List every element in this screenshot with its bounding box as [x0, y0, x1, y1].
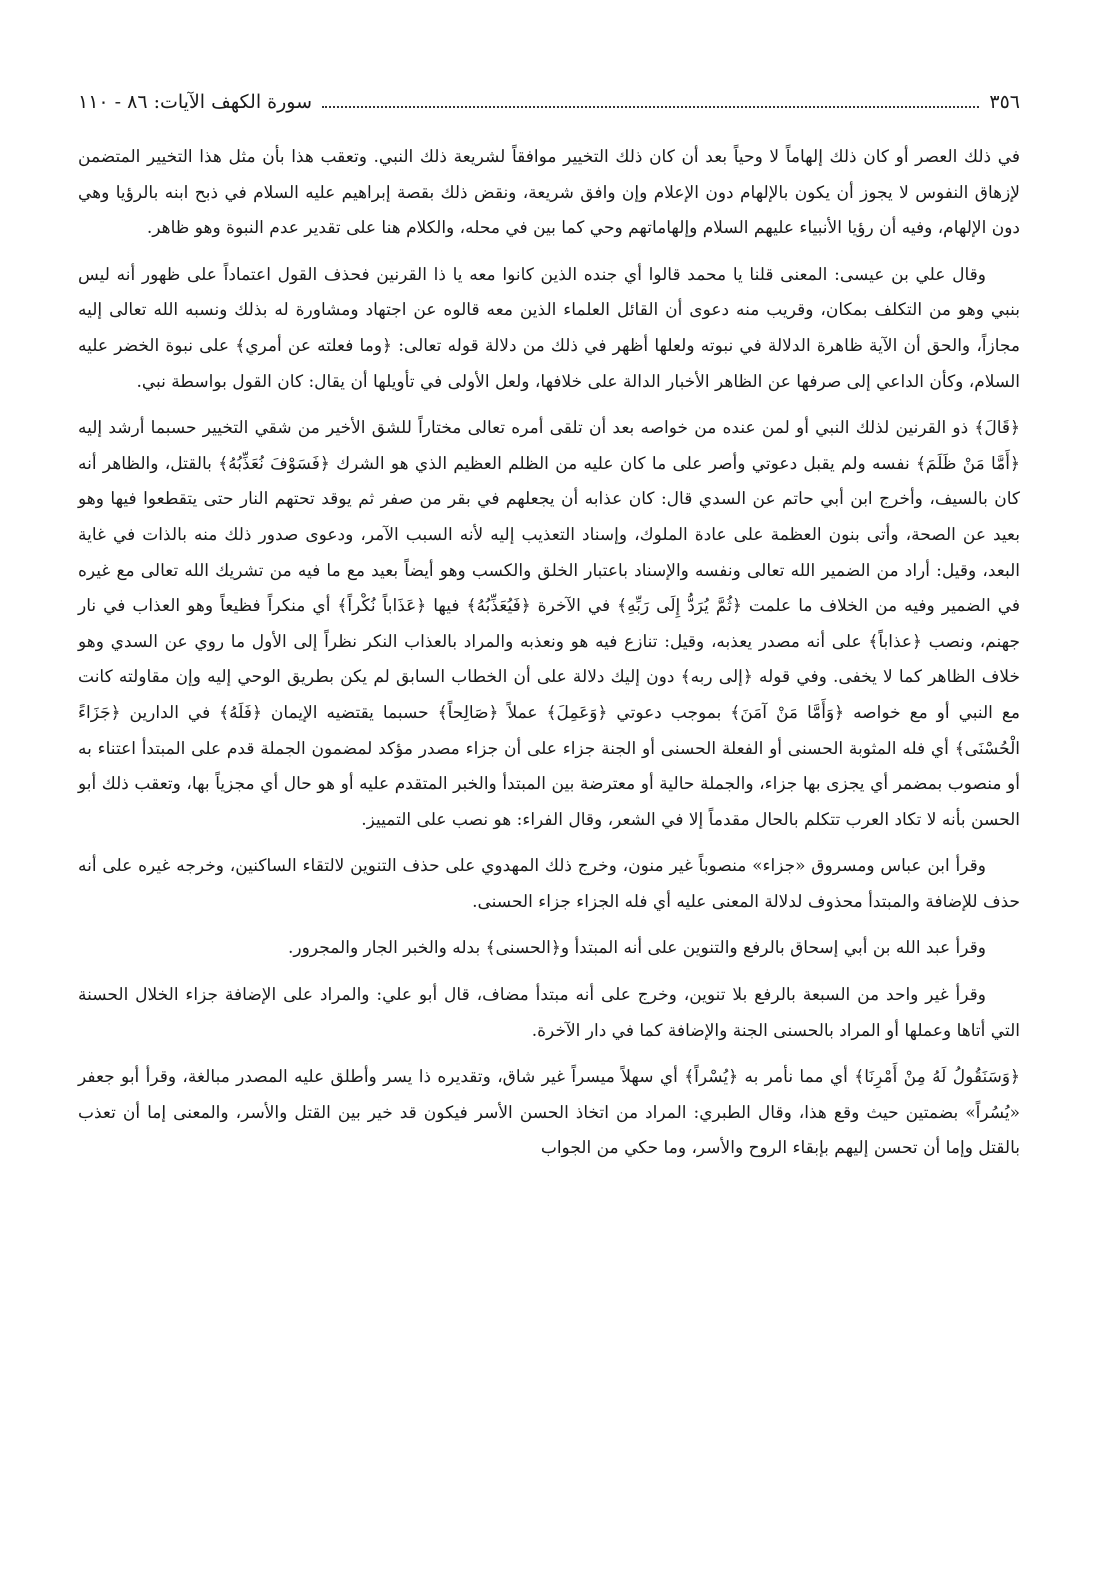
page-number: ٣٥٦ — [989, 91, 1020, 113]
running-title: سورة الكهف الآيات: ٨٦ - ١١٠ — [78, 91, 312, 113]
paragraph-7: ﴿وَسَنَقُولُ لَهُ مِنْ أَمْرِنَا﴾ أي مما نأمر به ﴿يُسْراً﴾ أي سهلاً ميسراً غير شاق، وتقديره ذا يسر وأطلق عليه المصدر مبالغة، وقرأ أبو جعفر «يُسُراً» بضمتين حيث وقع هذا، وقال الطبري: المراد من اتخاذ الحسن الأسر فيكون قد خير بين القتل والأسر، والمعنى إما أن تعذب بالقتل وإما أن تحسن إليهم بإبقاء الروح والأسر، وما حكي من الجواب — [78, 1067, 1020, 1159]
paragraph-3: ﴿قَالَ﴾ ذو القرنين لذلك النبي أو لمن عنده من خواصه بعد أن تلقى أمره تعالى مختاراً للشق الأخير من شقي التخيير حسبما أرشد إليه ﴿أَمَّا مَنْ ظَلَمَ﴾ نفسه ولم يقبل دعوتي وأصر على ما كان عليه من الظلم العظيم الذي هو الشرك ﴿فَسَوْفَ نُعَذِّبُهُ﴾ بالقتل، والظاهر أنه كان بالسيف، وأخرج ابن أبي حاتم عن السدي قال: كان عذابه أن يجعلهم في بقر من صفر ثم يوقد تحتهم النار حتى يتقطعوا فيها وهو بعيد عن الصحة، وأتى بنون العظمة على عادة الملوك، وإسناد التعذيب إليه لأنه السبب الآمر، ودعوى صدور ذلك منه بالذات في غاية البعد، وقيل: أراد من الضمير الله تعالى ونفسه والإسناد باعتبار الخلق والكسب وهو أيضاً بعيد مع ما فيه من تشريك الله تعالى مع غيره في الضمير وفيه من الخلاف ما علمت ﴿ثُمَّ يُرَدُّ إِلَى رَبِّهِ﴾ في الآخرة ﴿فَيُعَذِّبُهُ﴾ فيها ﴿عَذَاباً نُكْراً﴾ أي منكراً فظيعاً وهو العذاب في نار جهنم، ونصب ﴿عذاباً﴾ على أنه مصدر يعذبه، وقيل: تنازع فيه هو ونعذبه والمراد بالعذاب النكر نظراً إلى الأول ما روي عن السدي وهو خلاف الظاهر كما لا يخفى. وفي قوله ﴿إلى ربه﴾ دون إليك دلالة على أن الخطاب السابق لم يكن بطريق الوحي إليه وإن مقاولته كانت مع النبي أو مع خواصه ﴿وَأَمَّا مَنْ آمَنَ﴾ بموجب دعوتي ﴿وَعَمِلَ﴾ عملاً ﴿صَالِحاً﴾ حسبما يقتضيه الإيمان ﴿فَلَهُ﴾ في الدارين ﴿جَزَاءً الْحُسْنَى﴾ أي فله المثوبة الحسنى أو الفعلة الحسنى أو الجنة جزاء على أن جزاء مصدر مؤكد لمضمون الجملة قدم على المبتدأ اعتناء به أو منصوب بمضمر أي يجزى بها جزاء، والجملة حالية أو معترضة بين المبتدأ والخبر المتقدم عليه أو هو حال أي مجزياً بها، وتعقب ذلك أبو الحسن بأنه لا تكاد العرب تتكلم بالحال مقدماً إلا في الشعر، وقال الفراء: هو نصب على التمييز. — [78, 418, 1020, 830]
page-body — [78, 140, 1020, 1178]
page-header — [78, 84, 1020, 120]
paragraph-6: وقرأ غير واحد من السبعة بالرفع بلا تنوين، وخرج على أنه مبتدأ مضاف، قال أبو علي: والمراد على الإضافة جزاء الخلال الحسنة التي أتاها وعملها أو المراد بالحسنى الجنة والإضافة كما في دار الآخرة. — [78, 985, 1020, 1041]
dot-leader — [322, 96, 979, 108]
paragraph-5: وقرأ عبد الله بن أبي إسحاق بالرفع والتنوين على أنه المبتدأ و﴿الحسنى﴾ بدله والخبر الجار والمجرور. — [288, 938, 986, 959]
running-title-group — [78, 91, 989, 113]
paragraph-4: وقرأ ابن عباس ومسروق «جزاء» منصوباً غير منون، وخرج ذلك المهدوي على حذف التنوين لالتقاء الساكنين، وخرجه غيره على أنه حذف للإضافة والمبتدأ محذوف لدلالة المعنى عليه أي فله الجزاء جزاء الحسنى. — [78, 856, 1020, 912]
paragraph-2: وقال علي بن عيسى: المعنى قلنا يا محمد قالوا أي جنده الذين كانوا معه يا ذا القرنين فحذف القول اعتماداً على ظهور أنه ليس بنبي وهو من التكلف بمكان، وقريب منه دعوى أن القائل العلماء الذين معه قالوه عن اجتهاد ومشاورة له بذلك ونسبه الله تعالى إليه مجازاً، والحق أن الآية ظاهرة الدلالة في نبوته ولعلها أظهر في ذلك من دلالة قوله تعالى: ﴿وما فعلته عن أمري﴾ على نبوة الخضر عليه السلام، وكأن الداعي إلى صرفها عن الظاهر الأخبار الدالة على خلافها، ولعل الأولى في تأويلها أن يقال: كان القول بواسطة نبي. — [78, 264, 1020, 392]
paragraph-1: في ذلك العصر أو كان ذلك إلهاماً لا وحياً بعد أن كان ذلك التخيير موافقاً لشريعة ذلك النبي. وتعقب هذا بأن مثل هذا التخيير المتضمن لإزهاق النفوس لا يجوز أن يكون بالإلهام دون الإعلام وإن وافق شريعة، ونقض ذلك بقصة إبراهيم عليه السلام في ذبح ابنه بالرؤيا وهي دون الإلهام، وفيه أن رؤيا الأنبياء عليهم السلام وإلهاماتهم وحي كما بين في محله، والكلام هنا على تقدير عدم النبوة وهو ظاهر. — [78, 147, 1020, 239]
